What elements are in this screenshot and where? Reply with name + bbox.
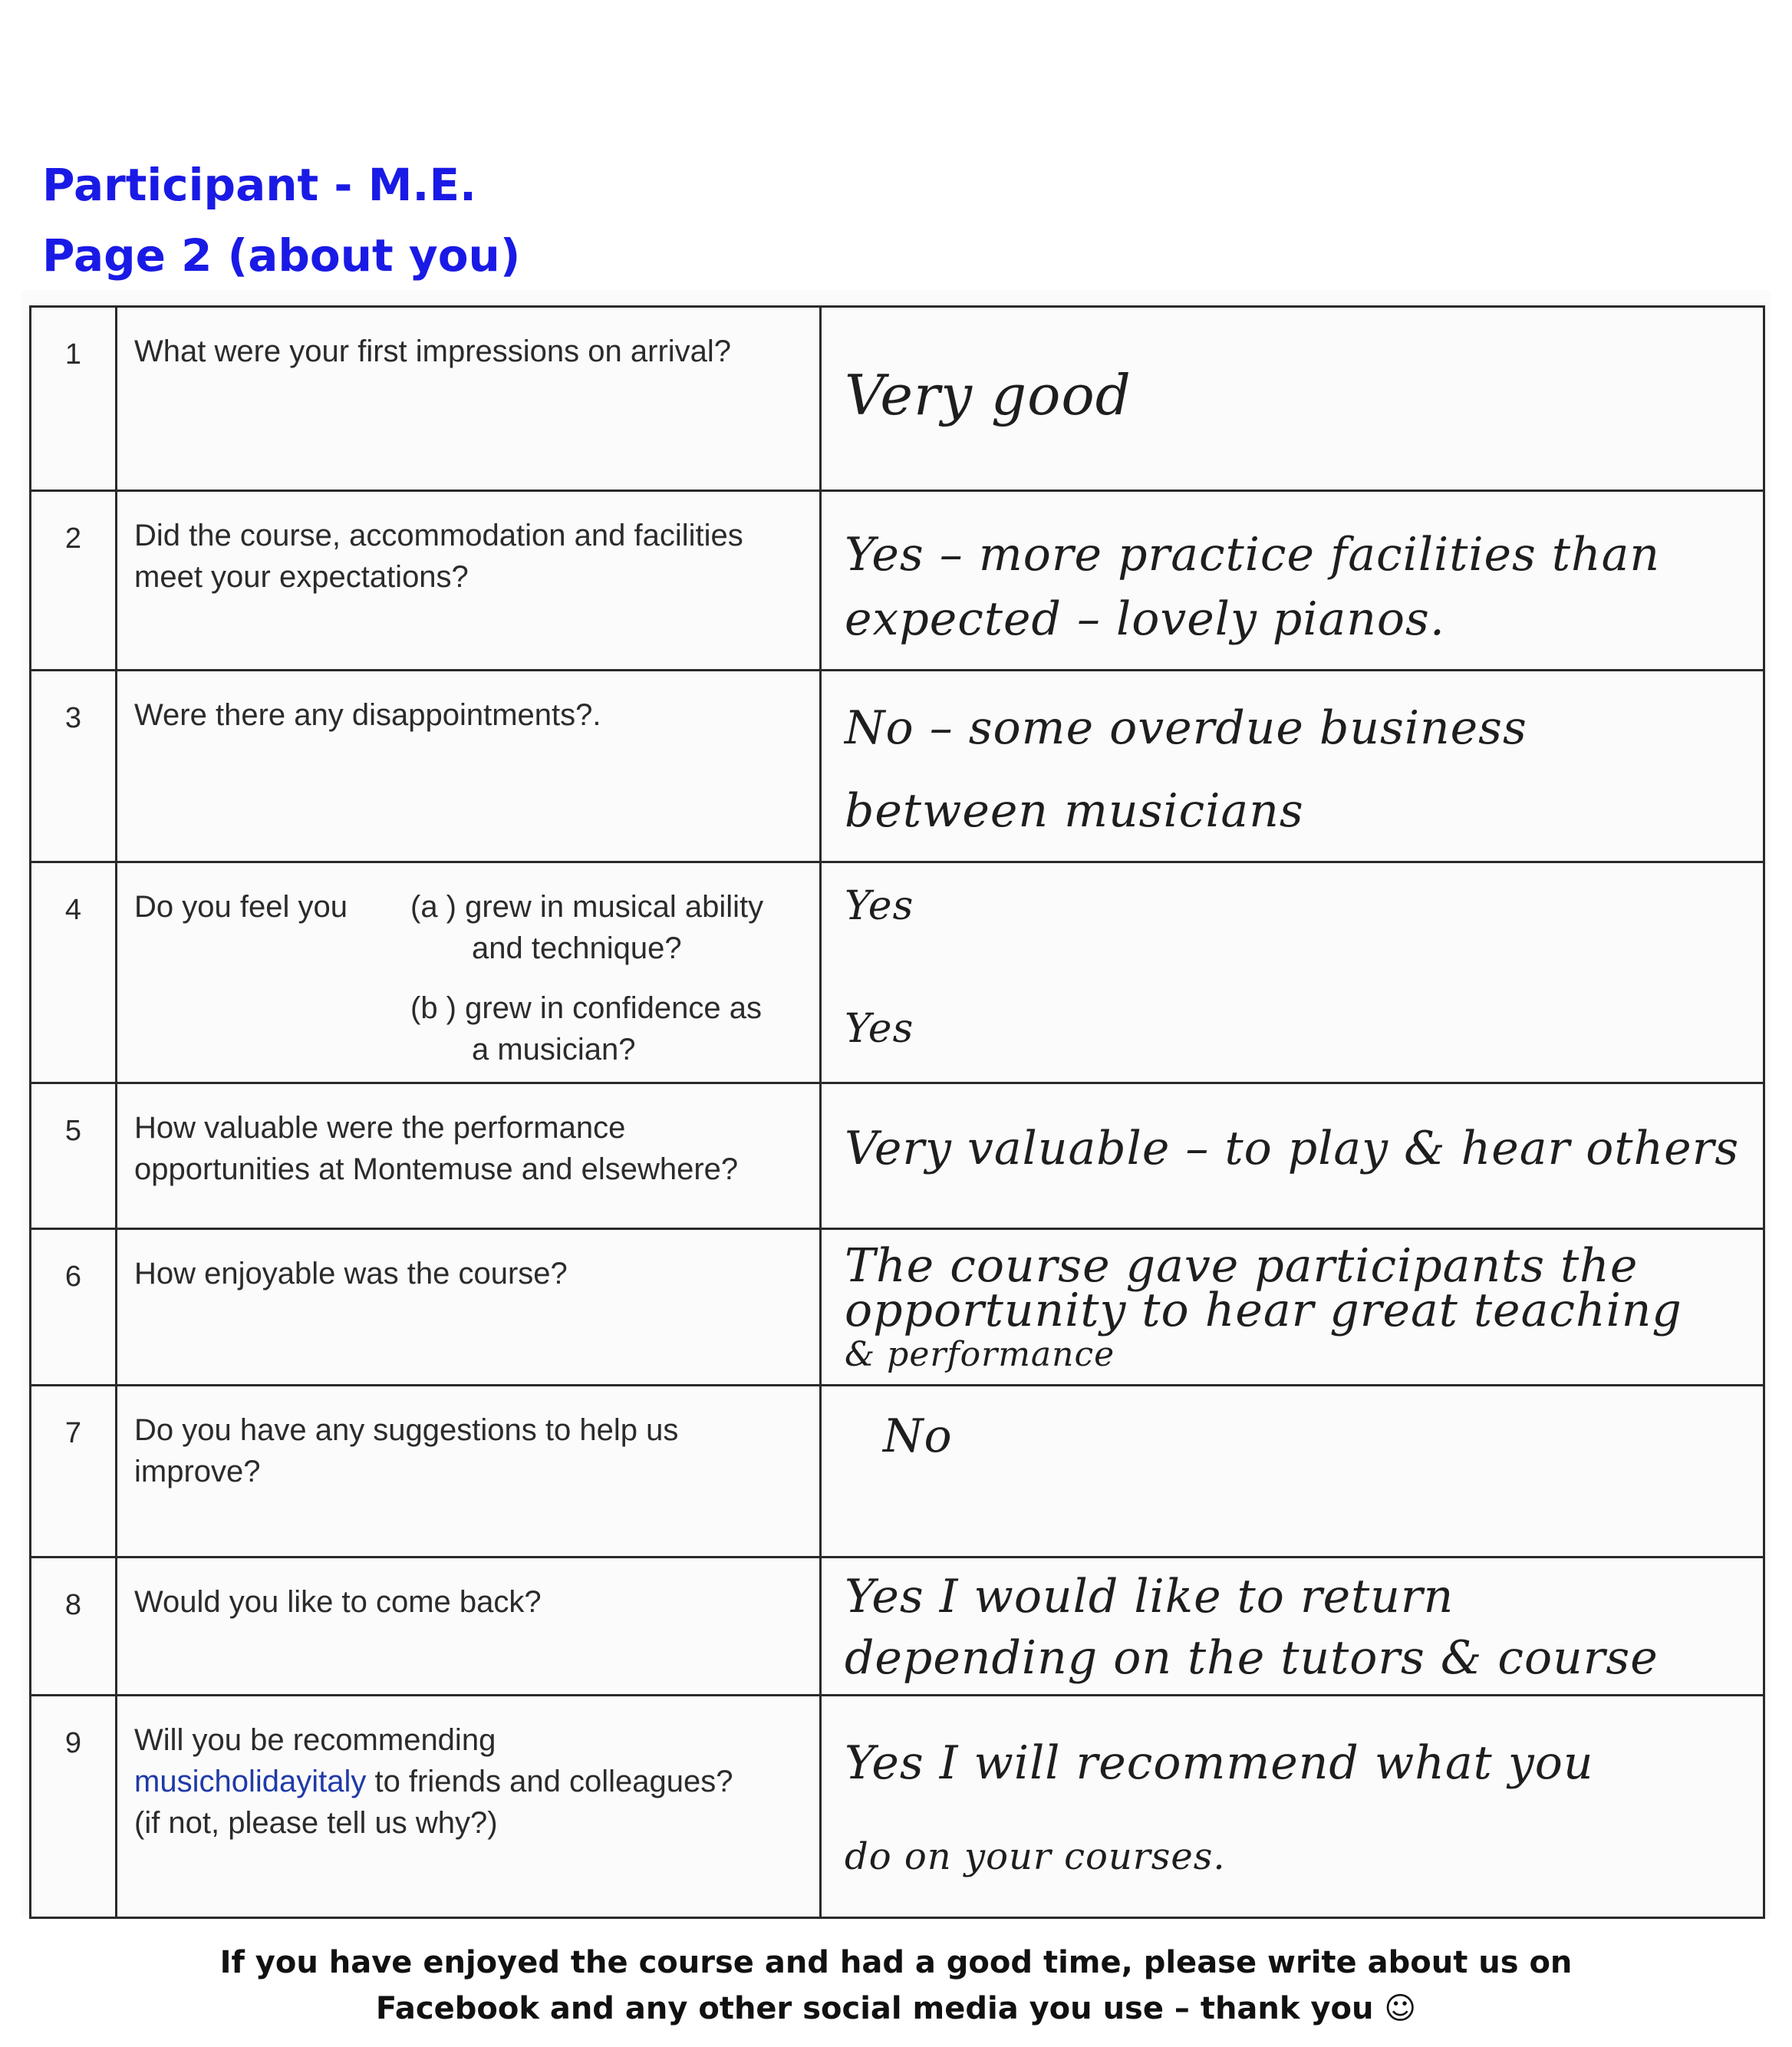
handwritten-answer: No – some overdue business bbox=[845, 701, 1527, 755]
handwritten-answer: The course gave participants the bbox=[845, 1239, 1639, 1293]
handwritten-answer: Very valuable – to play & hear others bbox=[845, 1122, 1740, 1175]
question-line: Will you be recommending bbox=[134, 1723, 496, 1757]
page-subtitle: Page 2 (about you) bbox=[42, 229, 521, 282]
handwritten-answer: No bbox=[883, 1409, 953, 1463]
handwritten-answer: Yes – more practice facilities than bbox=[845, 528, 1661, 582]
handwritten-answer: do on your courses. bbox=[845, 1835, 1226, 1878]
question-line-rest: to friends and colleagues? bbox=[366, 1765, 733, 1798]
answer-cell bbox=[821, 671, 1764, 862]
question-line: (if not, please tell us why?) bbox=[134, 1806, 498, 1840]
question-part-a-cont: and technique? bbox=[472, 931, 682, 965]
answer-cell bbox=[821, 307, 1764, 491]
table-row bbox=[31, 307, 1764, 491]
feedback-table bbox=[29, 305, 1765, 1919]
row-number: 2 bbox=[31, 491, 117, 671]
participant-title: Participant - M.E. bbox=[42, 159, 477, 211]
question-text: Did the course, accommodation and facilities meet your expectations? bbox=[117, 491, 821, 671]
handwritten-answer: Yes I would like to return bbox=[845, 1570, 1454, 1623]
question-text: Do you have any suggestions to help us improve? bbox=[117, 1386, 821, 1558]
handwritten-answer: opportunity to hear great teaching bbox=[845, 1284, 1682, 1337]
question-part-b-cont: a musician? bbox=[472, 1033, 636, 1066]
row-number: 9 bbox=[31, 1696, 117, 1918]
page-header bbox=[42, 150, 520, 291]
row-number: 1 bbox=[31, 307, 117, 491]
row-number: 6 bbox=[31, 1229, 117, 1386]
table-row bbox=[31, 1558, 1764, 1696]
question-text: How enjoyable was the course? bbox=[117, 1229, 821, 1386]
footer-note bbox=[0, 1940, 1792, 2032]
handwritten-answer: & performance bbox=[845, 1335, 1115, 1374]
question-part-b: (b ) grew in confidence as bbox=[410, 991, 763, 1025]
footer-line-2: Facebook and any other social media you use – thank you bbox=[375, 1991, 1374, 2026]
question-text bbox=[117, 862, 821, 1083]
answer-cell bbox=[821, 1386, 1764, 1558]
row-number: 8 bbox=[31, 1558, 117, 1696]
handwritten-answer: depending on the tutors & course bbox=[845, 1631, 1659, 1685]
question-text bbox=[117, 1696, 821, 1918]
table-row bbox=[31, 1386, 1764, 1558]
answer-cell bbox=[821, 862, 1764, 1083]
table-row bbox=[31, 1229, 1764, 1386]
handwritten-answer: Yes I will recommend what you bbox=[845, 1736, 1594, 1790]
table-row bbox=[31, 491, 1764, 671]
table-row bbox=[31, 671, 1764, 862]
answer-cell bbox=[821, 1229, 1764, 1386]
handwritten-answer: expected – lovely pianos. bbox=[845, 592, 1445, 646]
question-text: Were there any disappointments?. bbox=[117, 671, 821, 862]
question-text: What were your first impressions on arrival? bbox=[117, 307, 821, 491]
handwritten-answer: between musicians bbox=[845, 784, 1304, 838]
footer-line-1: If you have enjoyed the course and had a good time, please write about us on bbox=[219, 1945, 1573, 1980]
table-row bbox=[31, 1696, 1764, 1918]
handwritten-answer-a: Yes bbox=[845, 883, 914, 929]
handwritten-answer: Very good bbox=[845, 363, 1132, 427]
brand-name: musicholidayitaly bbox=[134, 1765, 367, 1798]
row-number: 3 bbox=[31, 671, 117, 862]
row-number: 7 bbox=[31, 1386, 117, 1558]
table-row bbox=[31, 862, 1764, 1083]
row-number: 4 bbox=[31, 862, 117, 1083]
question-text: How valuable were the performance opportunities at Montemuse and elsewhere? bbox=[117, 1083, 821, 1229]
question-part-a: (a ) grew in musical ability bbox=[410, 890, 764, 924]
row-number: 5 bbox=[31, 1083, 117, 1229]
answer-cell bbox=[821, 1083, 1764, 1229]
answer-cell bbox=[821, 1558, 1764, 1696]
handwritten-answer-b: Yes bbox=[845, 1006, 914, 1052]
question-text: Would you like to come back? bbox=[117, 1558, 821, 1696]
answer-cell bbox=[821, 491, 1764, 671]
smiley-icon: ☺ bbox=[1384, 1991, 1417, 2026]
question-prefix: Do you feel you bbox=[134, 890, 348, 924]
table-row bbox=[31, 1083, 1764, 1229]
answer-cell bbox=[821, 1696, 1764, 1918]
